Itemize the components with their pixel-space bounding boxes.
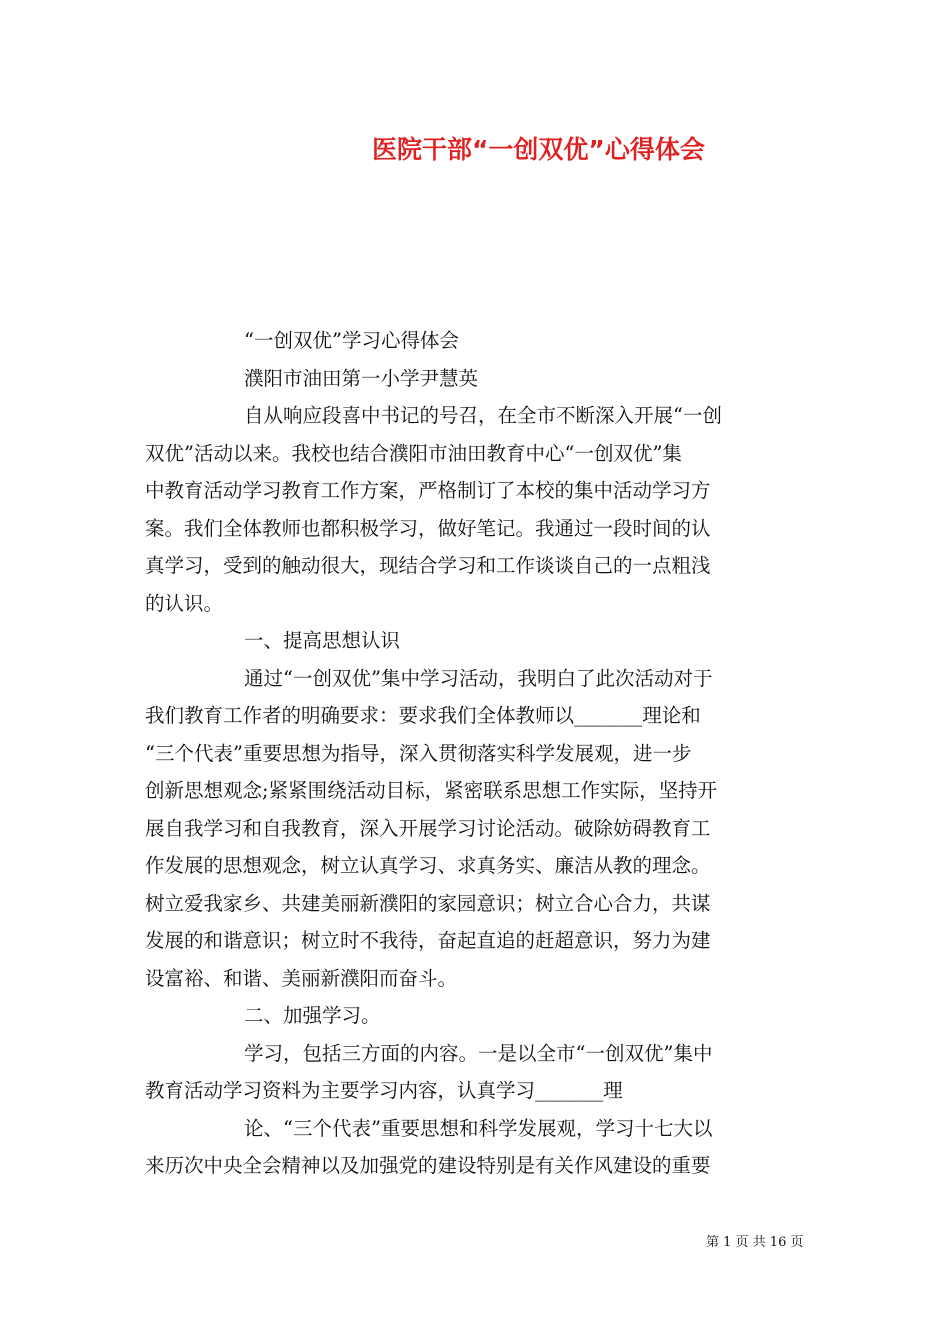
text-line: “三个代表”重要思想为指导，深入贯彻落实科学发展观，进一步 (145, 741, 692, 765)
text-line: 一、提高思想认识 (244, 629, 401, 652)
text-line: 作发展的思想观念，树立认真学习、求真务实、廉洁从教的理念。 (145, 854, 711, 877)
text-line: 双优”活动以来。我校也结合濮阳市油田教育中心“一创双优”集 (145, 441, 682, 465)
text-line: “一创双优”学习心得体会 (244, 329, 459, 352)
text-line: 中教育活动学习教育工作方案，严格制订了本校的集中活动学习方 (145, 479, 711, 502)
text-line: 来历次中央全会精神以及加强党的建设特别是有关作风建设的重要 (145, 1154, 711, 1177)
text-line: 我们教育工作者的明确要求：要求我们全体教师以_______理论和 (145, 704, 701, 727)
text-line: 创新思想观念;紧紧围绕活动目标，紧密联系思想工作实际，坚持开 (145, 779, 718, 802)
text-line: 教育活动学习资料为主要学习内容，认真学习_______理 (145, 1079, 623, 1102)
text-line: 设富裕、和谐、美丽新濮阳而奋斗。 (145, 966, 458, 990)
text-line: 学习，包括三方面的内容。一是以全市“一创双优”集中 (244, 1041, 713, 1065)
page-title: 医院干部“一创双优”心得体会 (372, 135, 705, 164)
document-body (145, 322, 805, 1185)
text-line: 自从响应段喜中书记的号召，在全市不断深入开展“一创 (244, 404, 722, 427)
text-line: 濮阳市油田第一小学尹慧英 (244, 366, 479, 390)
text-line: 展自我学习和自我教育，深入开展学习讨论活动。破除妨碍教育工 (145, 816, 711, 840)
text-line: 论、“三个代表”重要思想和科学发展观，学习十七大以 (244, 1116, 713, 1140)
text-line: 二、加强学习。 (244, 1004, 381, 1027)
text-line: 案。我们全体教师也都积极学习，做好笔记。我通过一段时间的认 (145, 516, 711, 540)
text-line: 真学习，受到的触动很大，现结合学习和工作谈谈自己的一点粗浅 (145, 554, 711, 577)
text-line: 树立爱我家乡、共建美丽新濮阳的家园意识；树立合心合力，共谋 (145, 891, 711, 915)
text-line: 的认识。 (145, 591, 224, 615)
page-number: 第 1 页 共 16 页 (706, 1235, 804, 1250)
text-line: 通过“一创双优”集中学习活动，我明白了此次活动对于 (244, 666, 713, 690)
text-line: 发展的和谐意识；树立时不我待，奋起直追的赶超意识，努力为建 (145, 929, 711, 952)
